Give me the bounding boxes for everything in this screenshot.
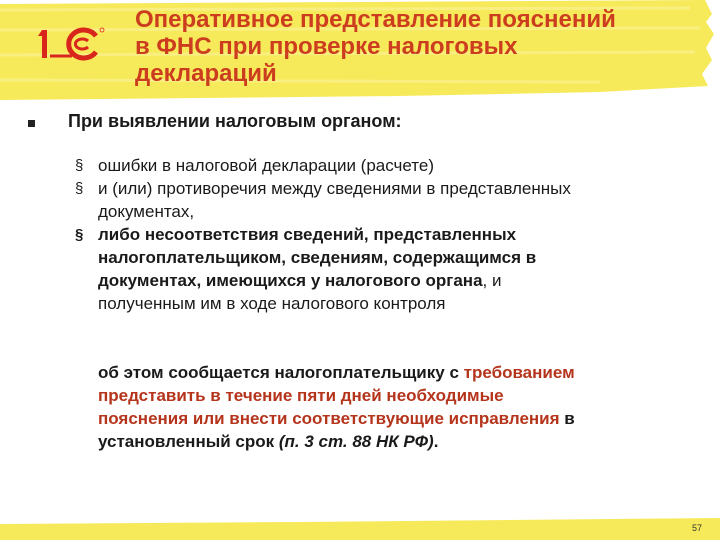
list-item	[75, 177, 695, 223]
report-text: .	[433, 432, 439, 451]
report-highlight: представить в течение пяти дней необходимые	[98, 386, 504, 405]
report-text: об этом сообщается налогоплательщику с	[98, 363, 464, 382]
lead-text: При выявлении налоговым органом:	[68, 111, 402, 131]
list-item-line: либо несоответствия сведений, представленных	[98, 225, 517, 244]
list-item-line: документах,	[98, 202, 195, 221]
report-text: установленный срок	[98, 432, 279, 451]
title-line-1: Оперативное представление пояснений	[135, 6, 616, 33]
law-reference: (п. 3 ст. 88 НК РФ)	[278, 432, 434, 451]
list-item-line: полученным им в ходе налогового контроля	[98, 294, 446, 313]
title-line-3: деклараций	[135, 60, 277, 87]
report-highlight: пояснения или внести соответствующие исправления	[98, 409, 560, 428]
section-mark-icon: §	[75, 157, 84, 174]
list-item-line: налогоплательщиком, сведениям, содержащимся в	[98, 248, 537, 267]
list-item-text: ошибки в налоговой декларации (расчете)	[98, 156, 435, 175]
section-mark-icon: §	[75, 180, 84, 197]
report-paragraph	[98, 361, 698, 453]
bullet-square-icon	[28, 120, 35, 127]
title-line-2: в ФНС при проверке налоговых	[135, 33, 518, 60]
slide-title	[135, 6, 715, 87]
list-item-sep: , и	[482, 271, 502, 290]
report-highlight: требованием	[463, 363, 575, 382]
sub-bullet-list	[75, 154, 695, 315]
page-number: 57	[691, 523, 702, 533]
list-item-line: документах, имеющихся у налогового органа	[98, 271, 483, 290]
list-item	[75, 223, 695, 315]
section-mark-icon: §	[75, 226, 84, 243]
footer-brush-band	[0, 516, 720, 540]
list-item	[75, 154, 695, 177]
logo-1c	[38, 26, 110, 62]
report-text: в	[559, 409, 575, 428]
list-item-line: и (или) противоречия между сведениями в представленных	[98, 179, 571, 198]
